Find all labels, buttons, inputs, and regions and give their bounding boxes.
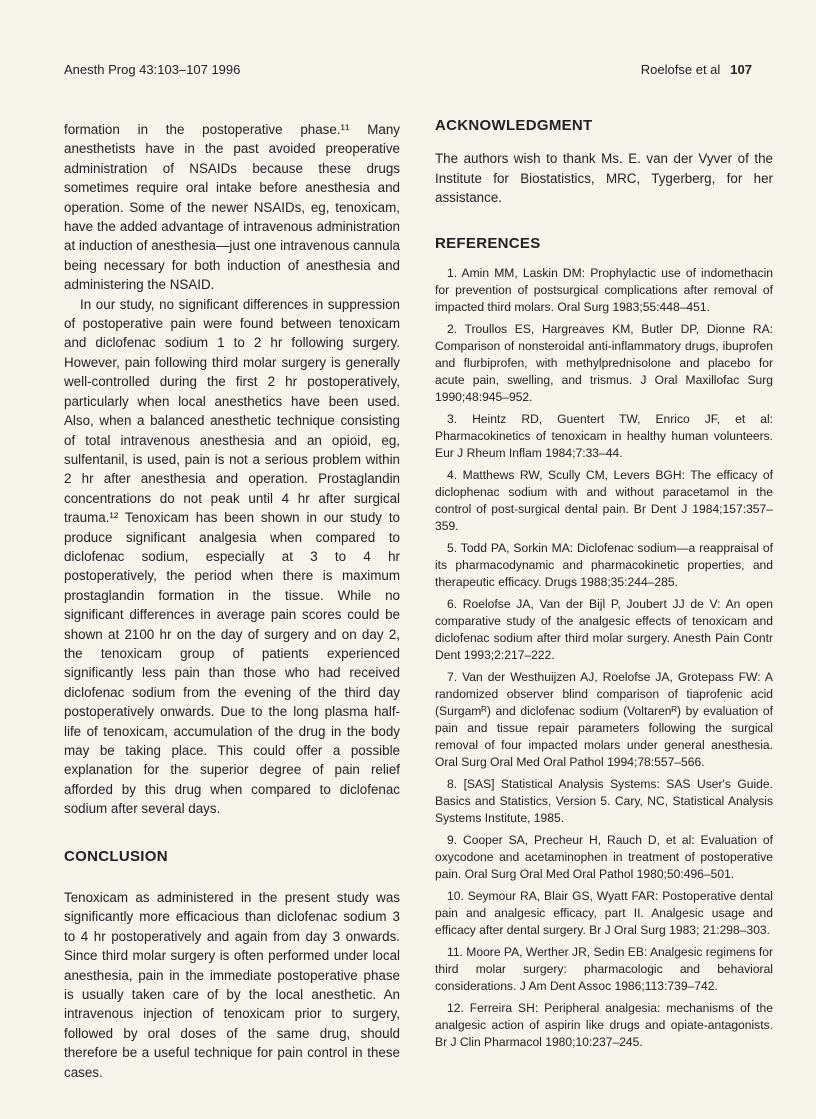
reference-item: 6. Roelofse JA, Van der Bijl P, Joubert JJ de V: An open comparative study of the analgesic effects of tenoxicam and diclofenac sodium after third molar surgery. Anesth Pain Contr Dent 1993;2:217–222. — [435, 597, 773, 663]
running-header — [64, 62, 752, 82]
reference-item: 1. Amin MM, Laskin DM: Prophylactic use of indomethacin for prevention of postsurgical complications after removal of impacted third molars. Oral Surg 1983;55:448–451. — [435, 266, 773, 315]
acknowledgment-heading: ACKNOWLEDGMENT — [435, 117, 593, 134]
reference-item: 10. Seymour RA, Blair GS, Wyatt FAR: Postoperative dental pain and analgesic efficacy, part II. Analgesic usage and efficacy after dental surgery. Br J Oral Surg 1983; 21:298–303. — [435, 889, 773, 938]
conclusion-paragraph: Tenoxicam as administered in the present study was significantly more efficacious than diclofenac sodium 3 to 4 hr postoperatively and again from day 3 onwards. Since third molar surgery is often performed under local anesthesia, pain in the immediate postoperative phase is usually taken care of by the local anesthetic. An intravenous injection of tenoxicam prior to surgery, followed by oral doses of the same drug, should therefore be a useful technique for pain control in these cases. — [64, 890, 400, 1080]
references-heading: REFERENCES — [435, 234, 541, 252]
reference-item: 11. Moore PA, Werther JR, Sedin EB: Analgesic regimens for third molar surgery: pharmacologic and behavioral considerations. J Am Dent Assoc 1986;113:739–742. — [435, 945, 774, 994]
left-column — [64, 120, 400, 1082]
running-head-authors: Roelofse et al — [640, 62, 721, 77]
reference-item: 9. Cooper SA, Precheur H, Rauch D, et al: Evaluation of oxycodone and acetaminophen in treatment of postoperative pain. Oral Surg Oral Med Oral Pathol 1980;50:496–501. — [435, 833, 773, 882]
page-number: 107 — [730, 62, 752, 77]
discussion-paragraph-1: formation in the postoperative phase.¹¹ Many anesthetists have in the past avoided preoperative administration of NSAIDs because these drugs sometimes require oral intake before anesthesia and operation. Some of the newer NSAIDs, eg, tenoxicam, have the added advantage of intravenous administration at induction of anesthesia—just one intravenous cannula being necessary for both induction of anesthesia and administering the NSAID. — [64, 122, 400, 293]
reference-item: 4. Matthews RW, Scully CM, Levers BGH: The efficacy of diclophenac sodium with and without paracetamol in the control of post-surgical dental pain. Br Dent J 1984;157:357–359. — [435, 468, 773, 534]
reference-item: 12. Ferreira SH: Peripheral analgesia: mechanisms of the analgesic action of aspirin like drugs and opiate-antagonists. Br J Clin Pharmacol 1980;10:237–245. — [435, 1001, 773, 1050]
reference-item: 5. Todd PA, Sorkin MA: Diclofenac sodium—a reappraisal of its pharmacodynamic and pharmacokinetic properties, and therapeutic efficacy. Drugs 1988;35:244–285. — [435, 541, 773, 590]
reference-item: 8. [SAS] Statistical Analysis Systems: SAS User's Guide. Basics and Statistics, Version 5. Cary, NC, Statistical Analysis Systems Institute, 1985. — [435, 777, 773, 826]
conclusion-heading: CONCLUSION — [64, 847, 168, 865]
running-head-right — [641, 62, 752, 77]
journal-citation: Anesth Prog 43:103–107 1996 — [64, 62, 241, 77]
reference-list — [435, 265, 773, 1051]
reference-item: 7. Van der Westhuijzen AJ, Roelofse JA, Grotepass FW: A randomized observer blind comparison of tiaprofenic acid (Surgamᴿ) and diclofenac sodium (Voltarenᴿ) by evaluation of pain and tissue repair parameters following the surgical removal of four impacted molars under general anesthesia. Oral Surg Oral Med Oral Pathol 1994;78:557–566. — [435, 670, 773, 770]
right-column — [435, 116, 773, 1056]
reference-item: 2. Troullos ES, Hargreaves KM, Butler DP, Dionne RA: Comparison of nonsteroidal anti-inflammatory drugs, ibuprofen and flurbiprofen, with methylprednisolone and placebo for acute pain, swelling, and trismus. J Oral Maxillofac Surg 1990;48:945–952. — [435, 322, 773, 405]
discussion-paragraph-2: In our study, no significant differences in suppression of postoperative pain were found between tenoxicam and diclofenac sodium 1 to 2 hr following surgery. However, pain following third molar surgery is generally well-controlled during the first 2 hr postoperatively, particularly when local anesthetics have been used. Also, when a balanced anesthetic technique consisting of total intravenous anesthesia and an opioid, eg, sulfentanil, is used, pain is not a serious problem within 2 hr after anesthesia and operation. Prostaglandin concentrations do not peak until 4 hr after surgical trauma.¹² Tenoxicam has been shown in our study to produce significant analgesia when compared to diclofenac sodium, especially at 3 to 4 hr postoperatively, the period when there is maximum prostaglandin formation in the tissue. While no significant differences in average pain scores could be shown at 2100 hr on the day of surgery and on day 2, the tenoxicam group of patients experienced significantly less pain than those who had received diclofenac sodium from the evening of the third day postoperatively onwards. Due to the long plasma half-life of tenoxicam, accumulation of the drug in the body may be taking place. This could offer a possible explanation for the superior degree of pain relief afforded by this drug when compared to diclofenac sodium after several days. — [64, 296, 400, 817]
acknowledgment-paragraph: The authors wish to thank Ms. E. van der Vyver of the Institute for Biostatistics, MRC, Tygerberg, for her assistance. — [435, 151, 773, 206]
reference-item: 3. Heintz RD, Guentert TW, Enrico JF, et al: Pharmacokinetics of tenoxicam in healthy human volunteers. Eur J Rheum Inflam 1984;7:33–44. — [435, 412, 773, 461]
